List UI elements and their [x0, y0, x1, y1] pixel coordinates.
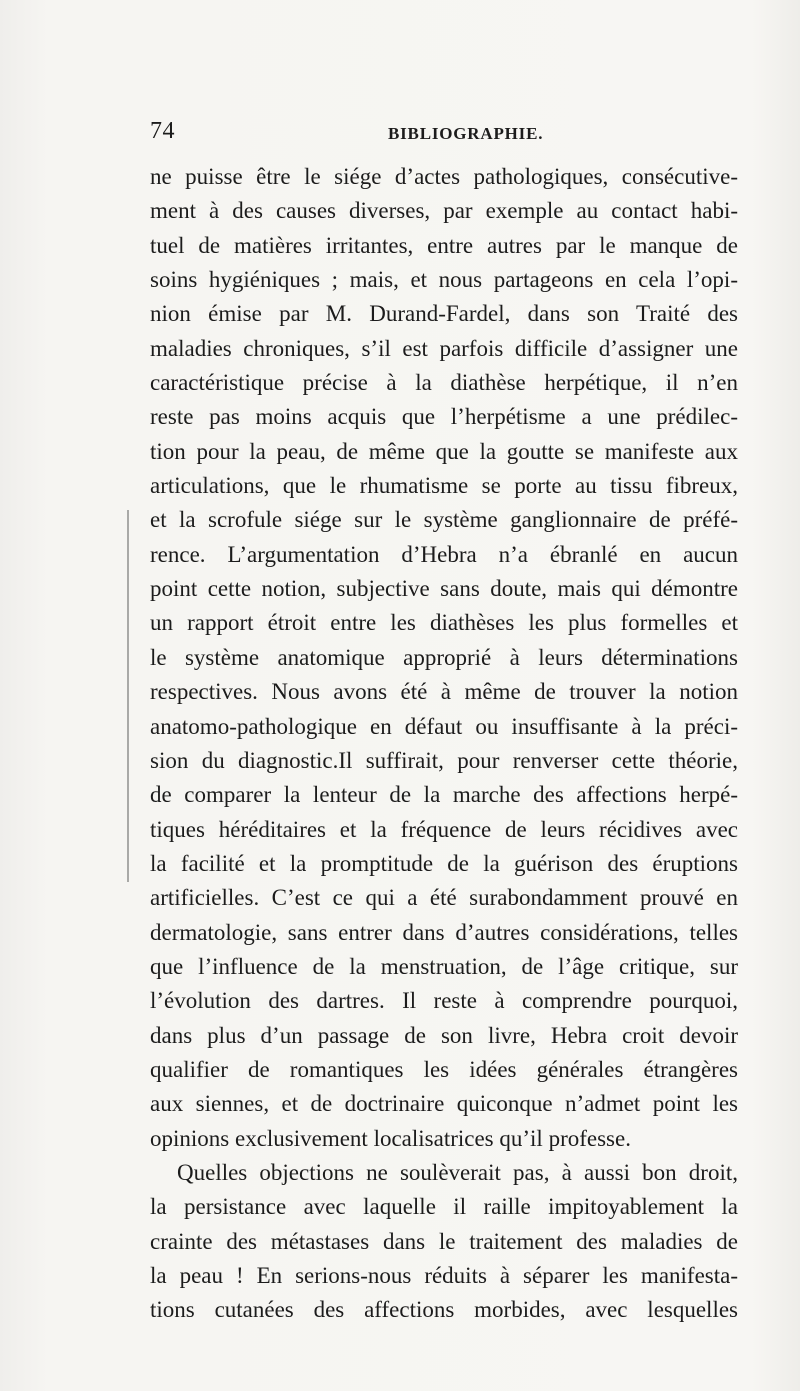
- text-line: point cette notion, subjective sans doute, mais qui démontre: [150, 576, 738, 602]
- text-line: reste pas moins acquis que l’herpétisme a une prédilec-: [150, 404, 738, 430]
- text-line: soins hygiéniques ; mais, et nous partageons en cela l’opi-: [150, 267, 738, 293]
- text-line: aux siennes, et de doctrinaire quiconque n’admet point les: [150, 1091, 738, 1117]
- text-line: rence. L’argumentation d’Hebra n’a ébranlé en aucun: [150, 541, 738, 567]
- text-line: Quelles objections ne soulèverait pas, à aussi bon droit,: [177, 1159, 738, 1185]
- text-line: la persistance avec laquelle il raille impitoyablement la: [150, 1194, 738, 1220]
- body-text: [150, 160, 738, 1328]
- margin-pencil-mark: [127, 510, 129, 882]
- page-header: [150, 118, 740, 148]
- text-line: dans plus d’un passage de son livre, Hebra croit devoir: [150, 1022, 738, 1048]
- running-head: BIBLIOGRAPHIE.: [388, 124, 544, 143]
- text-line: tiques héréditaires et la fréquence de leurs récidives avec: [150, 816, 738, 842]
- text-line: nion émise par M. Durand-Fardel, dans son Traité des: [150, 301, 738, 327]
- text-line: anatomo-pathologique en défaut ou insuffisante à la préci-: [150, 713, 738, 739]
- text-line: la facilité et la promptitude de la guérison des éruptions: [150, 850, 738, 876]
- text-line: opinions exclusivement localisatrices qu’il professe.: [150, 1125, 631, 1151]
- text-line: ne puisse être le siége d’actes pathologiques, consécutive-: [150, 164, 738, 189]
- text-line: tion pour la peau, de même que la goutte se manifeste aux: [150, 438, 738, 464]
- text-line: artificielles. C’est ce qui a été surabondamment prouvé en: [150, 885, 738, 911]
- text-line: de comparer la lenteur de la marche des affections herpé-: [150, 782, 738, 808]
- text-line: caractéristique précise à la diathèse herpétique, il n’en: [150, 370, 738, 396]
- text-line: dermatologie, sans entrer dans d’autres considérations, telles: [150, 919, 738, 945]
- text-line: l’évolution des dartres. Il reste à comprendre pourquoi,: [150, 988, 738, 1014]
- text-line: respectives. Nous avons été à même de trouver la notion: [150, 679, 738, 705]
- text-line: qualifier de romantiques les idées générales étrangères: [150, 1056, 738, 1082]
- text-line: maladies chroniques, s’il est parfois difficile d’assigner une: [150, 335, 738, 361]
- text-line: un rapport étroit entre les diathèses les plus formelles et: [150, 610, 738, 636]
- text-line: articulations, que le rhumatisme se porte au tissu fibreux,: [150, 473, 738, 499]
- text-line: crainte des métastases dans le traitement des maladies de: [150, 1228, 738, 1254]
- text-line: et la scrofule siége sur le système ganglionnaire de préfé-: [150, 507, 738, 533]
- text-line: ment à des causes diverses, par exemple au contact habi-: [150, 198, 738, 224]
- text-line: la peau ! En serions-nous réduits à séparer les manifesta-: [150, 1263, 738, 1288]
- text-line: le système anatomique approprié à leurs déterminations: [150, 644, 738, 670]
- text-line: que l’influence de la menstruation, de l’âge critique, sur: [150, 953, 738, 979]
- page-number: 74: [150, 118, 175, 144]
- text-line: tions cutanées des affections morbides, avec lesquelles: [150, 1297, 738, 1323]
- text-line: sion du diagnostic.Il suffirait, pour renverser cette théorie,: [150, 747, 738, 773]
- text-line: tuel de matières irritantes, entre autres par le manque de: [150, 232, 738, 258]
